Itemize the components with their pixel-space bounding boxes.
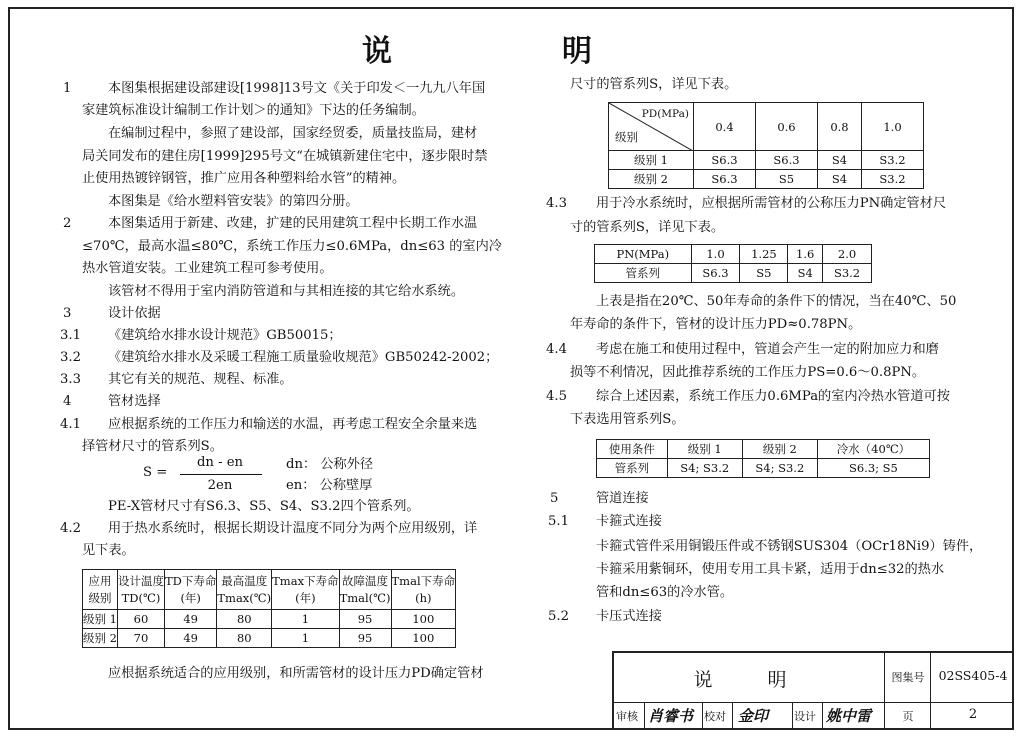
table-cell: S6.3 (694, 151, 756, 170)
header-cell: 设计温度 TD(℃) (117, 570, 164, 610)
tb-divider (614, 702, 1014, 703)
definition-en: en： 公称壁厚 (286, 478, 373, 493)
table-row (595, 245, 872, 264)
text-line: 本图集适用于新建、改建，扩建的民用建筑工程中长期工作水温 (108, 216, 478, 231)
section-number: 4.3 (546, 196, 567, 211)
header-cell: 最高温度 Tmax(℃) (217, 570, 272, 610)
section-number: 5.2 (548, 609, 569, 624)
table-cell: S5 (755, 170, 817, 189)
table-cell: 60 (117, 610, 164, 629)
text-line: 择管材尺寸的管系列S。 (82, 439, 223, 454)
temperature-table (82, 569, 456, 648)
page-title: 说 明 (362, 34, 662, 69)
text-line: 热水管道安装。工业建筑工程可参考使用。 (82, 261, 333, 276)
pressure-header: 0.6 (755, 103, 817, 151)
text-line: 用于冷水系统时，应根据所需管材的公称压力PN确定管材尺 (596, 196, 947, 211)
table-cell: 管系列 (595, 264, 692, 283)
table-cell: 级别 1 (609, 151, 694, 170)
table-cell: 使用条件 (597, 440, 668, 459)
section-number: 4.1 (60, 417, 81, 432)
header-cell: Tmax下寿命 (年) (272, 570, 339, 610)
section-title: 管材选择 (108, 394, 161, 409)
table-row (83, 610, 456, 629)
table-cell: 80 (217, 610, 272, 629)
tb-review-label: 审核 (616, 710, 638, 723)
tb-title: 说 明 (693, 669, 805, 691)
title-block (612, 651, 1014, 730)
text-line: 《建筑给水排水设计规范》GB50015； (108, 328, 342, 343)
table-cell: S4 (817, 170, 861, 189)
tb-divider (732, 702, 733, 730)
section-number: 3.3 (60, 372, 81, 387)
table-cell: S4 (817, 151, 861, 170)
reviewer-signature: 肖睿书 (648, 707, 694, 725)
tb-divider (884, 653, 885, 730)
text-line: 年寿命的条件下，管材的设计压力PD≈0.78PN。 (570, 317, 862, 332)
table-row (609, 170, 924, 189)
table-cell: S4; S3.2 (667, 459, 742, 478)
header-cell: 应用 级别 (83, 570, 118, 610)
tb-atlas-label: 图集号 (891, 671, 925, 684)
formula-numerator: dn - en (196, 455, 244, 470)
table-row (597, 440, 930, 459)
table-cell: 级别 1 (83, 610, 118, 629)
diag-label-bottom: 级别 (615, 130, 638, 144)
section-number: 3.1 (60, 328, 81, 343)
tb-divider (644, 702, 645, 730)
header-cell: 故障温度 Tmal(℃) (339, 570, 391, 610)
text-line: 损等不利情况，因此推荐系统的工作压力PS=0.6～0.8PN。 (570, 365, 926, 380)
table-cell: 1 (272, 610, 339, 629)
table-cell: 80 (217, 629, 272, 648)
table-cell: 级别 2 (83, 629, 118, 648)
table-cell: 70 (117, 629, 164, 648)
diagonal-header-cell (609, 103, 694, 151)
tb-atlas-number: 02SS405-4 (938, 668, 1008, 683)
header-cell: Tmal下寿命 (h) (391, 570, 456, 610)
section-number: 4.5 (546, 389, 567, 404)
tb-divider (930, 653, 931, 730)
text-line: 应根据系统的工作压力和输送的水温，再考虑工程安全余量来选 (108, 417, 478, 432)
text-line: 综合上述因素，系统工作压力0.6MPa的室内冷热水管道可按 (596, 389, 950, 404)
section-number: 4 (63, 394, 72, 409)
table-cell: 100 (391, 610, 456, 629)
text-line: 本图集根据建设部建设[1998]13号文《关于印发＜一九九八年国 (108, 81, 486, 96)
table-cell: 1.0 (691, 245, 740, 264)
tb-divider (702, 702, 703, 730)
section-title: 管道连接 (596, 491, 649, 506)
formula-denominator: 2en (207, 478, 233, 493)
table-cell: 1 (272, 629, 339, 648)
section-number: 4.2 (60, 521, 81, 536)
checker-signature: 金印 (738, 707, 769, 725)
pressure-header: 0.8 (817, 103, 861, 151)
table-cell: S6.3 (694, 170, 756, 189)
header-cell: TD下寿命 (年) (164, 570, 216, 610)
table-cell: 管系列 (597, 459, 668, 478)
table-cell: S3.2 (861, 170, 923, 189)
section-number: 2 (63, 216, 72, 231)
section-title: 卡压式连接 (596, 609, 662, 624)
table-cell: PN(MPa) (595, 245, 692, 264)
section-number: 5 (550, 491, 559, 506)
section-title: 卡箍式连接 (596, 514, 662, 529)
text-line: 其它有关的规范、规程、标准。 (108, 372, 293, 387)
table-row (595, 264, 872, 283)
text-line: 在编制过程中，参照了建设部，国家经贸委，质量技监局，建材 (108, 126, 478, 141)
section-number: 3.2 (60, 350, 81, 365)
table-cell: 95 (339, 610, 391, 629)
table-cell: S4; S3.2 (742, 459, 817, 478)
text-line: 局关同发布的建住房[1999]295号文“在城镇新建住宅中，逐步限时禁 (82, 149, 488, 164)
text-line: 见下表。 (82, 543, 135, 558)
tb-page-number: 2 (968, 707, 978, 722)
section-number: 3 (63, 306, 72, 321)
section-title: 设计依据 (108, 306, 161, 321)
text-line: 管和dn≤63的冷水管。 (596, 585, 734, 600)
table-cell: S3.2 (861, 151, 923, 170)
table-cell: 冷水（40℃） (817, 440, 929, 459)
table-cell: 100 (391, 629, 456, 648)
section-number: 1 (63, 81, 72, 96)
tb-divider (792, 702, 793, 730)
text-line: 考虑在施工和使用过程中，管道会产生一定的附加应力和磨 (596, 342, 939, 357)
diag-label-top: PD(MPa) (641, 108, 689, 120)
fraction-bar (180, 474, 262, 475)
table-row (609, 151, 924, 170)
text-line: 该管材不得用于室内消防管道和与其相连接的其它给水系统。 (108, 284, 465, 299)
text-line: 用于热水系统时，根据长期设计温度不同分为两个应用级别，详 (108, 521, 478, 536)
tb-design-label: 设计 (794, 710, 816, 723)
table-cell: S6.3 (691, 264, 740, 283)
text-line: 上表是指在20℃、50年寿命的条件下的情况，当在40℃、50 (596, 294, 957, 309)
text-line: ≤70℃，最高水温≤80℃，系统工作压力≤0.6MPa，dn≤63 的室内冷 (82, 239, 502, 254)
text-line: 卡箍采用紫铜环，使用专用工具卡紧，适用于dn≤32的热水 (596, 562, 945, 577)
table-cell: S6.3 (755, 151, 817, 170)
table-cell: 49 (164, 629, 216, 648)
table-cell: S6.3; S5 (817, 459, 929, 478)
text-line: 寸的管系列S，详见下表。 (570, 220, 725, 235)
pressure-header: 0.4 (694, 103, 756, 151)
pressure-series-table (608, 102, 924, 189)
text-line: 卡箍式管件采用铜锻压件或不锈钢SUS304（OCr18Ni9）铸件， (596, 539, 983, 554)
table-cell: 1.25 (740, 245, 788, 264)
usage-series-table (596, 439, 930, 478)
tb-divider (822, 702, 823, 730)
text-line: 尺寸的管系列S，详见下表。 (570, 77, 738, 92)
text-line: 下表选用管系列S。 (570, 412, 685, 427)
text-line: 家建筑标准设计编制工作计划＞的通知》下达的任务编制。 (82, 103, 425, 118)
designer-signature: 姚中雷 (826, 707, 872, 725)
table-cell: 95 (339, 629, 391, 648)
text-line: 《建筑给水排水及采暖工程施工质量验收规范》GB50242-2002； (108, 350, 499, 365)
table-cell: 49 (164, 610, 216, 629)
table-cell: 1.6 (788, 245, 823, 264)
text-line: 本图集是《给水塑料管安装》的第四分册。 (108, 194, 359, 209)
pn-series-table (594, 244, 872, 283)
table-cell: S4 (788, 264, 823, 283)
section-number: 5.1 (548, 514, 569, 529)
table-cell: 级别 2 (742, 440, 817, 459)
pressure-header: 1.0 (861, 103, 923, 151)
text-line: 止使用热镀锌钢管，推广应用各种塑料给水管”的精神。 (82, 171, 406, 186)
table-cell: 2.0 (823, 245, 872, 264)
text-line: PE-X管材尺寸有S6.3、S5、S4、S3.2四个管系列。 (108, 499, 420, 514)
formula-lhs: S = (143, 465, 168, 480)
definition-dn: dn： 公称外径 (286, 457, 374, 472)
table-row (597, 459, 930, 478)
tb-page-label: 页 (902, 710, 914, 723)
table-cell: S3.2 (823, 264, 872, 283)
table-row (83, 629, 456, 648)
table-cell: 级别 1 (667, 440, 742, 459)
table-cell: 级别 2 (609, 170, 694, 189)
tb-check-label: 校对 (704, 710, 726, 723)
section-number: 4.4 (546, 342, 567, 357)
table-cell: S5 (740, 264, 788, 283)
text-line: 应根据系统适合的应用级别，和所需管材的设计压力PD确定管材 (108, 666, 484, 681)
